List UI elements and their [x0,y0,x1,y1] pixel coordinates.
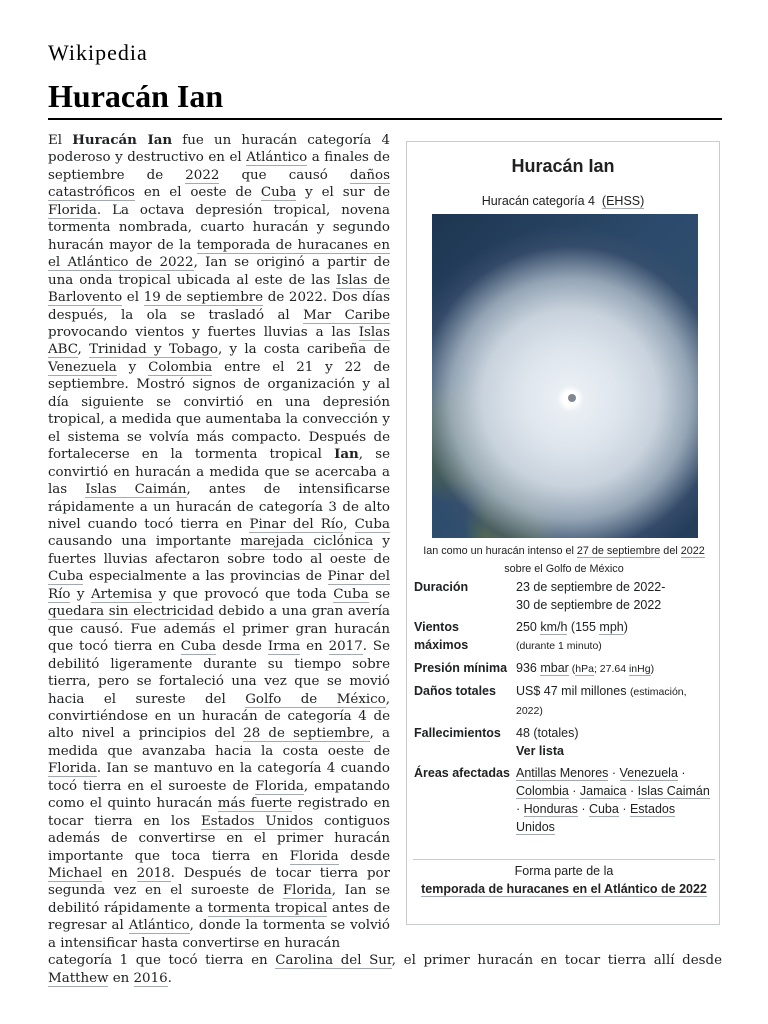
link-estados-unidos[interactable]: Estados Unidos [201,813,314,829]
row-fallecimientos: Fallecimientos 48 (totales) Ver lista [414,724,716,760]
link-mph[interactable]: mph [599,620,624,634]
link-ver-lista[interactable]: Ver lista [516,744,564,758]
row-duracion: Duración 23 de septiembre de 2022- 30 de septiembre de 2022 [414,580,666,612]
link-venezuela[interactable]: Venezuela [48,359,117,375]
link-carolina-del-sur[interactable]: Carolina del Sur [275,953,392,969]
link-hpa[interactable]: hPa [575,663,594,675]
article-subject: Huracán Ian [72,132,173,148]
page-title: Huracán Ian [48,76,722,120]
link-pinar-del-rio[interactable]: Pinar del Río [249,516,344,532]
link-cuba[interactable]: Cuba [260,185,297,201]
link-michael[interactable]: Michael [48,866,103,882]
row-presion: Presión mínima 936 mbar (hPa; 27.64 inHg) [414,661,655,675]
hurricane-eye [568,394,576,402]
link-mas-fuerte[interactable]: más fuerte [217,796,293,812]
link-temporada[interactable]: temporada de huracanes en el Atlántico de 2022 [48,237,390,271]
link-area-colombia[interactable]: Colombia [516,784,569,798]
link-tormenta-tropical[interactable]: tormenta tropical [207,900,328,916]
link-matthew[interactable]: Matthew [48,970,109,986]
bold-ian: Ian [334,446,359,463]
link-islas-caiman[interactable]: Islas Caimán [85,482,187,498]
row-areas: Áreas afectadas Antillas Menores · Venezuela · Colombia · Jamaica · Islas Caimán · Honduras · Cuba · Estados Unidos [414,766,710,834]
link-area-estados-unidos[interactable]: Estados Unidos [516,802,676,834]
link-danos[interactable]: daños catastróficos [48,167,390,201]
link-27-septiembre[interactable]: 27 de septiembre [576,545,661,557]
link-inhg[interactable]: inHg [628,663,651,675]
link-ehss[interactable]: (EHSS) [601,194,645,208]
link-barlovento[interactable]: Islas de Barlovento [48,272,390,306]
link-area-jamaica[interactable]: Jamaica [579,784,627,798]
wikipedia-logo[interactable] [48,40,148,66]
link-pinar-del-rio-2[interactable]: Pinar del Río [48,569,390,602]
link-golfo-mexico[interactable]: Golfo de México [245,691,386,707]
link-area-honduras[interactable]: Honduras [523,802,578,816]
link-cuba-2[interactable]: Cuba [354,516,390,532]
link-florida-2[interactable]: Florida [48,761,97,777]
link-trinidad[interactable]: Trinidad y Tobago [89,342,218,358]
link-area-cuba[interactable]: Cuba [588,802,619,816]
link-atlantico[interactable]: Atlántico [246,150,308,166]
image-caption: Ian como un huracán intenso el 27 de septiembre del 2022 sobre el Golfo de México [423,545,705,575]
link-artemisa[interactable]: Artemisa [91,586,153,602]
link-mar-caribe[interactable]: Mar Caribe [303,307,390,323]
link-mbar[interactable]: mbar [540,661,569,675]
link-temporada-footer[interactable]: temporada de huracanes en el Atlántico de 2022 [421,882,707,896]
link-florida[interactable]: Florida [48,202,97,218]
link-2022[interactable]: 2022 [185,167,220,183]
infobox-subtitle: Huracán categoría 4 (EHSS) [481,194,645,208]
link-area-venezuela[interactable]: Venezuela [619,766,678,780]
article-body: El Huracán Ian fue un huracán categoría 4 poderoso y destructivo en el Atlántico a finales de septiembre de 2022 que causó daños catastróficos en el oeste de Cuba y el sur de Florida. La octava depresión tropical, novena tormenta nombrada, cuarto huracán y segundo huracán mayor de la temporada de huracanes en el Atlántico de 2022, Ian se originó a partir de una onda tropical ubicada al este de las Islas de Barlovento el 19 de septiembre de 2022. Dos días después, la ola se trasladó al Mar Caribe provocando vientos y fuertes lluvias a las Islas ABC, Trinidad y Tobago, y la costa caribeña de Venezuela y Colombia entre el 21 y 22 de septiembre. Mostró signos de organización y al día siguiente se convirtió en una depresión tropical, a medida que aumentaba la convección y el sistema se volvía más compacto. Después de fortalecerse en la tormenta tropical Ian, se convirtió en huracán a medida que se acercaba a las Islas Caimán, antes de intensificarse rápidamente a un huracán de categoría 3 de alto nivel cuando tocó tierra en Pinar del Río, Cuba causando una importante marejada ciclónica y fuertes lluvias afectaron sobre todo al oeste de Cuba especialmente a las provincias de Pinar del Río y Artemisa y que provocó que toda Cuba se quedara sin electricidad debido a una gran avería que causó. Fue además el primer gran huracán que tocó tierra en Cuba desde Irma en 2017. Se debilitó ligeramente durante su tiempo sobre tierra, pero se fortaleció una vez que se movió hacia el sureste del Golfo de México, convirtiéndose en un huracán de categoría 4 de alto nivel a principios del 28 de septiembre, a medida que avanzaba hacia la costa oeste de Florida. Ian se mantuvo en la categoría 4 cuando tocó tierra en el suroeste de Florida, empatando como el quinto huracán más fuerte registrado en tocar tierra en los Estados Unidos contiguos además de convertirse en el primer huracán importante que toca tierra en Florida desde Michael en 2018. Después de tocar tierra por segunda vez en el suroeste de Florida, Ian se debilitó rápidamente a tormenta tropical antes de regresar al Atlántico, donde la tormenta se volvió a intensificar hasta convertirse en huracán categoría 1 que tocó tierra en Carolina del Sur, el primer huracán en tocar tierra allí desde Matthew en 2016. [48,132,722,986]
link-2017[interactable]: 2017 [328,639,363,655]
link-2018[interactable]: 2018 [136,866,171,882]
link-cuba-4[interactable]: Cuba [333,586,369,602]
link-kmh[interactable]: km/h [540,620,568,634]
row-vientos: Vientos máximos 250 km/h (155 mph) (durante 1 minuto) [414,620,628,652]
infobox [406,141,720,925]
link-28-septiembre[interactable]: 28 de septiembre [243,726,370,742]
link-florida-5[interactable]: Florida [282,883,332,899]
link-florida-4[interactable]: Florida [289,848,339,864]
infobox-footer: Forma parte de la temporada de huracanes en el Atlántico de 2022 [413,859,715,898]
infobox-table [414,578,716,840]
link-2016[interactable]: 2016 [133,970,168,986]
logo-text: Wikipedia [48,40,148,65]
link-islas-abc[interactable]: Islas ABC [48,324,390,358]
link-colombia[interactable]: Colombia [148,359,213,375]
link-cuba-3[interactable]: Cuba [48,569,84,585]
row-danos: Daños totales US$ 47 mil millones (estimación, 2022) [414,684,687,717]
link-cuba-5[interactable]: Cuba [180,639,217,655]
link-florida-3[interactable]: Florida [255,778,304,794]
link-marejada[interactable]: marejada ciclónica [240,534,374,550]
article-last-lines: categoría 1 que tocó tierra en Carolina del Sur, el primer huracán en tocar tierra allí desde Matthew en 2016. [48,953,722,986]
link-atlantico-2[interactable]: Atlántico [128,918,190,934]
infobox-title: Huracán Ian [511,156,615,176]
link-area-islas-caiman[interactable]: Islas Caimán [637,784,710,798]
link-19-septiembre[interactable]: 19 de septiembre [143,290,264,306]
link-caption-2022[interactable]: 2022 [680,545,705,557]
link-antillas-menores[interactable]: Antillas Menores [516,766,609,780]
link-irma[interactable]: Irma [267,639,301,655]
hurricane-satellite-image[interactable] [432,214,698,538]
link-electricidad[interactable]: quedara sin electricidad [48,604,214,620]
